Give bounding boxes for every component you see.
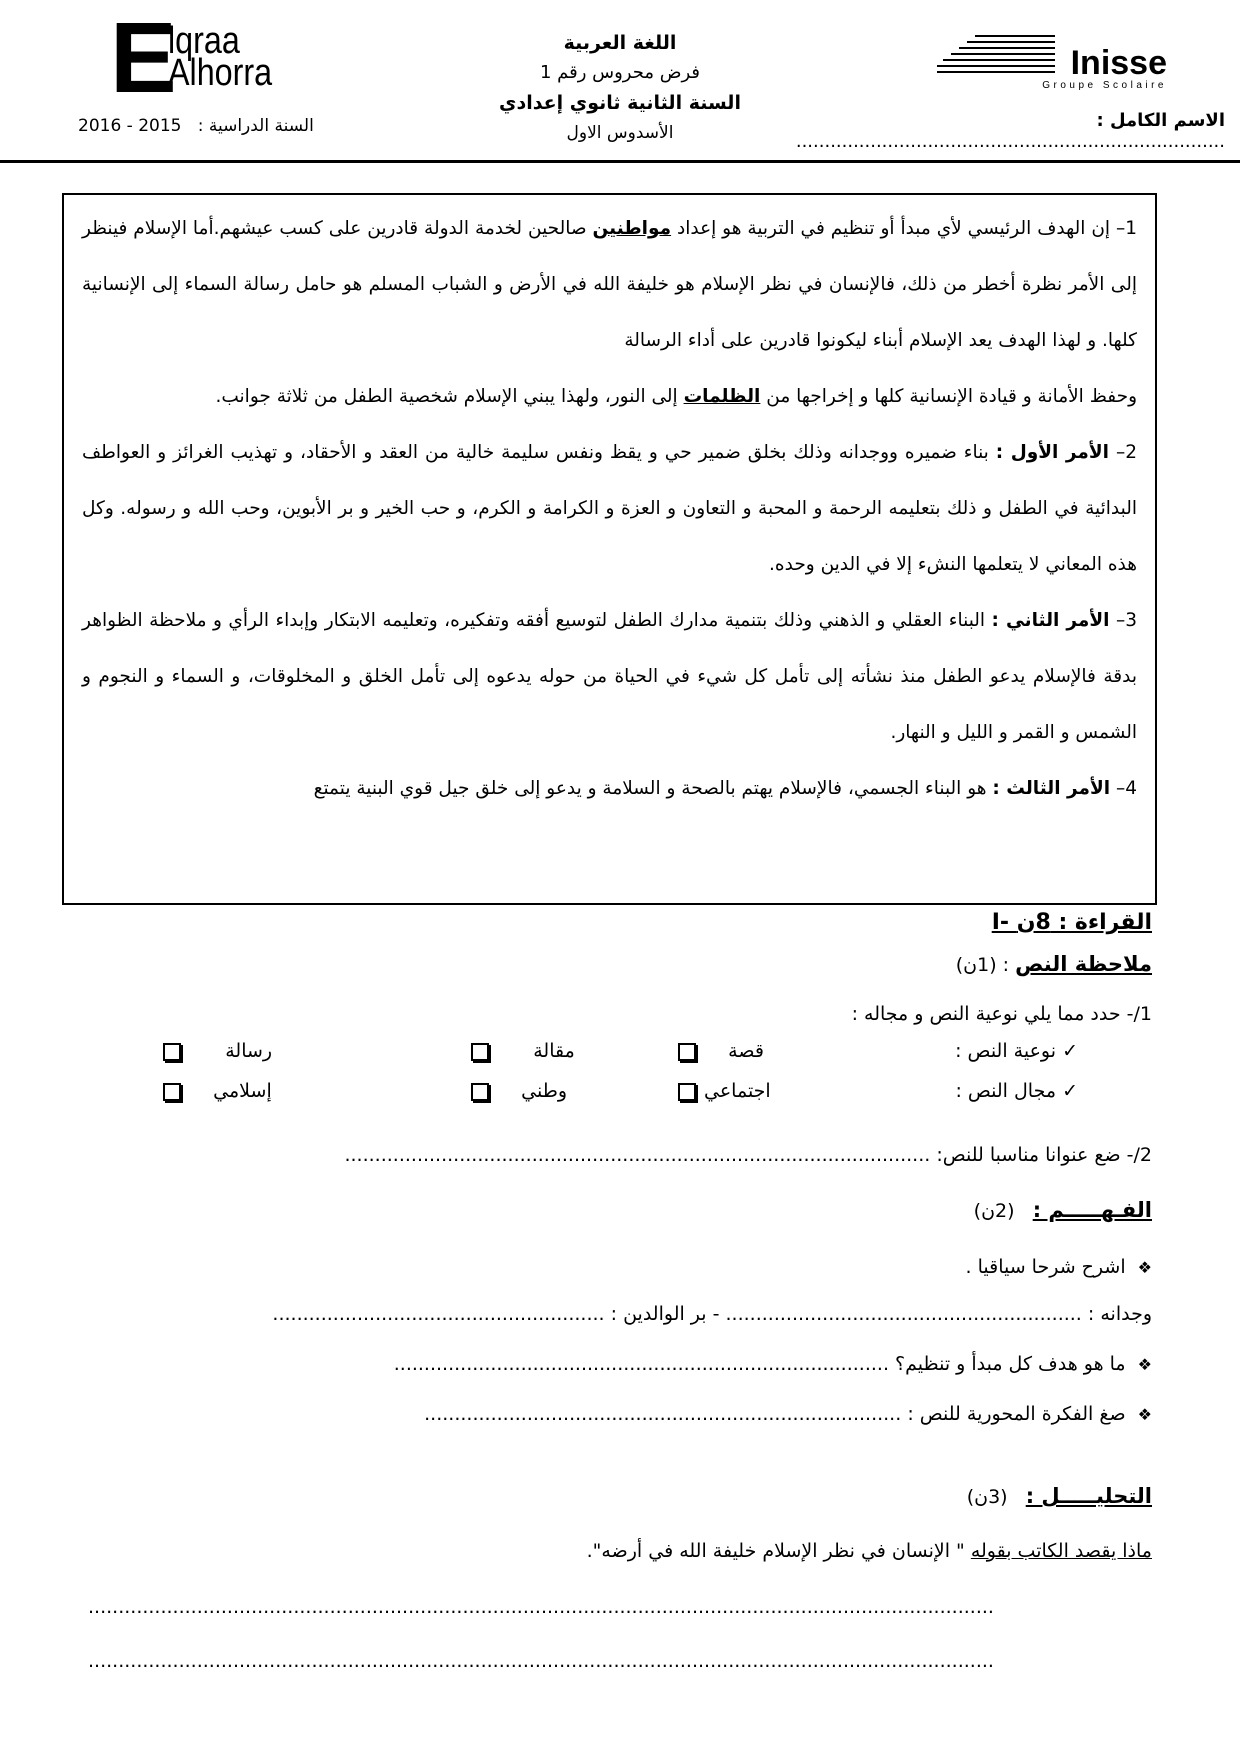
passage-paragraph-1: 1– إن الهدف الرئيسي لأي مبدأ أو تنظيم في التربية هو إعداد مواطنين صالحين لخدمة الدولة قادرين على كسب عيشهم.أما الإسلام فينظر إلى الأمر نظرة أخطر من ذلك، فالإنسان في نظر الإسلام هو خليفة الله في الأرض و الشباب المسلم هو حامل رسالة السماء إلى الإنسانية كلها. و لهذا الهدف يعد الإسلام أبناء ليكونوا قادرين على أداء الرسالة	[82, 218, 1137, 351]
analysis-heading	[967, 1484, 1152, 1508]
passage-paragraph-3: 2– الأمر الأول : بناء ضميره ووجدانه وذلك بخلق ضمير حي و يقظ ونفس سليمة خالية من العقد و الأحقاد، و تهذيب الغرائز و العواطف البدائية في الطفل و ذلك بتعليمه الرحمة و المحبة و التعاون و العزة و الكرامة و الكرم، و حب الخير و بر الأبوين، وحب الله و رسوله. وكل هذه المعاني لا يتعلمها النشء إلا في الدين وحده.	[82, 442, 1137, 575]
logo-word-1: lqraa	[168, 20, 240, 62]
option-letter[interactable]: رسالة	[155, 1040, 272, 1062]
answer-line-2[interactable]: ......................................................................................................................................................	[88, 1650, 994, 1672]
passage-paragraph-2: وحفظ الأمانة و قيادة الإنسانية كلها و إخراجها من الظلمات إلى النور، ولهذا يبني الإسلام شخصية الطفل من ثلاثة جوانب.	[215, 386, 1137, 407]
question-goal[interactable]: ❖ ما هو هدف كل مبدأ و تنظيم؟ ..................................................................................	[393, 1353, 1152, 1375]
title-answer-dots: .................................................................................................	[344, 1144, 931, 1166]
option-national[interactable]: وطني	[463, 1080, 567, 1102]
reading-passage	[82, 201, 1137, 817]
analysis-points: (3ن)	[966, 1486, 1008, 1508]
observation-title: ملاحظة النص	[1015, 952, 1152, 976]
analysis-title: التحليـــــل :	[1025, 1484, 1152, 1508]
word-1: وجدانه :	[1087, 1303, 1152, 1325]
word-2: - بر الوالدين :	[610, 1303, 720, 1325]
diamond-bullet-icon: ❖	[1137, 1405, 1152, 1424]
type-label: ✓ نوعية النص :	[955, 1040, 1078, 1062]
exam-header	[470, 28, 770, 148]
question-main-idea[interactable]: ❖ صغ الفكرة المحورية للنص : ...............................................................................	[424, 1403, 1152, 1425]
logo-name: Inisse	[1070, 44, 1167, 82]
inisse-logo-graphic	[935, 30, 1170, 92]
name-label: الاسم الكامل :	[1096, 110, 1225, 131]
explain-instruction: ❖ اشرح شرحا سياقيا .	[965, 1256, 1152, 1278]
underlined-word-darkness: الظلمات	[683, 386, 761, 407]
logo-letter: E	[110, 2, 173, 114]
diamond-bullet-icon: ❖	[1137, 1355, 1152, 1374]
level-title: السنة الثانية ثانوي إعدادي	[499, 92, 741, 114]
question-1: 1/- حدد مما يلي نوعية النص و مجاله :	[851, 1003, 1152, 1025]
diamond-bullet-icon: ❖	[1137, 1258, 1152, 1277]
header-divider	[0, 160, 1240, 163]
logo-sub: Groupe Scolaire	[1042, 80, 1167, 91]
option-islamic[interactable]: إسلامي	[155, 1080, 272, 1102]
passage-paragraph-5: 4– الأمر الثالث : هو البناء الجسمي، فالإسلام يهتم بالصحة و السلامة و يدعو إلى خلق جيل قوي البنية يتمتع	[313, 778, 1137, 799]
passage-paragraph-4: 3– الأمر الثاني : البناء العقلي و الذهني وذلك بتنمية مدارك الطفل لتوسيع أفقه وتفكيره، وتعليمه الابتكار وإبداء الرأي و ملاحظة الظواهر بدقة فالإسلام يدعو الطفل منذ نشأته إلى تأمل كل شيء في الحياة من حوله يدعوه إلى تأمل الخلق و المخلوقات، و السماء و النجوم و الشمس و القمر و الليل و النهار.	[82, 610, 1137, 743]
comprehension-title: الفـهـــــم :	[1032, 1198, 1152, 1222]
checkbox-islamic[interactable]	[163, 1083, 181, 1101]
school-year-value: 2016 - 2015	[78, 116, 182, 136]
logo-word-2: Alhorra	[168, 52, 273, 94]
elqraa-logo	[110, 2, 300, 114]
checkbox-social[interactable]	[678, 1083, 696, 1101]
observation-heading	[956, 952, 1152, 976]
term-title: الأسدوس الاول	[566, 123, 674, 143]
reading-section-title: I- القراءة : 8ن	[991, 910, 1152, 935]
checkbox-story[interactable]	[678, 1043, 696, 1061]
school-year-label: السنة الدراسية :	[197, 116, 314, 136]
observation-points: : (1ن)	[955, 954, 1010, 976]
analysis-question: ماذا يقصد الكاتب بقوله " الإنسان في نظر الإسلام خليفة الله في أرضه".	[586, 1540, 1152, 1562]
reading-passage-box	[62, 193, 1157, 905]
checkbox-letter[interactable]	[163, 1043, 181, 1061]
checkbox-national[interactable]	[471, 1083, 489, 1101]
option-article[interactable]: مقالة	[463, 1040, 575, 1062]
option-story[interactable]: قصة	[670, 1040, 764, 1062]
exam-title: فرض محروس رقم 1	[539, 62, 701, 83]
checkbox-article[interactable]	[471, 1043, 489, 1061]
comprehension-points: (2ن)	[973, 1200, 1015, 1222]
name-dots: ...........................................................................	[795, 131, 1225, 152]
comprehension-heading	[974, 1198, 1152, 1222]
option-social[interactable]: اجتماعي	[670, 1080, 771, 1102]
answer-line-1[interactable]: ......................................................................................................................................................	[88, 1596, 994, 1618]
school-year	[78, 116, 314, 136]
field-label: ✓ مجال النص :	[955, 1080, 1078, 1102]
student-name-field[interactable]	[785, 110, 1225, 152]
vocab-line[interactable]: وجدانه : ........................................................... - بر الوالدين : .......................................................	[272, 1303, 1152, 1325]
question-2[interactable]: 2/- ضع عنوانا مناسبا للنص: .................................................................................................	[344, 1144, 1152, 1166]
underlined-word-citizens: مواطنين	[592, 218, 672, 239]
subject-title: اللغة العربية	[563, 32, 677, 54]
inisse-logo	[935, 30, 1170, 92]
